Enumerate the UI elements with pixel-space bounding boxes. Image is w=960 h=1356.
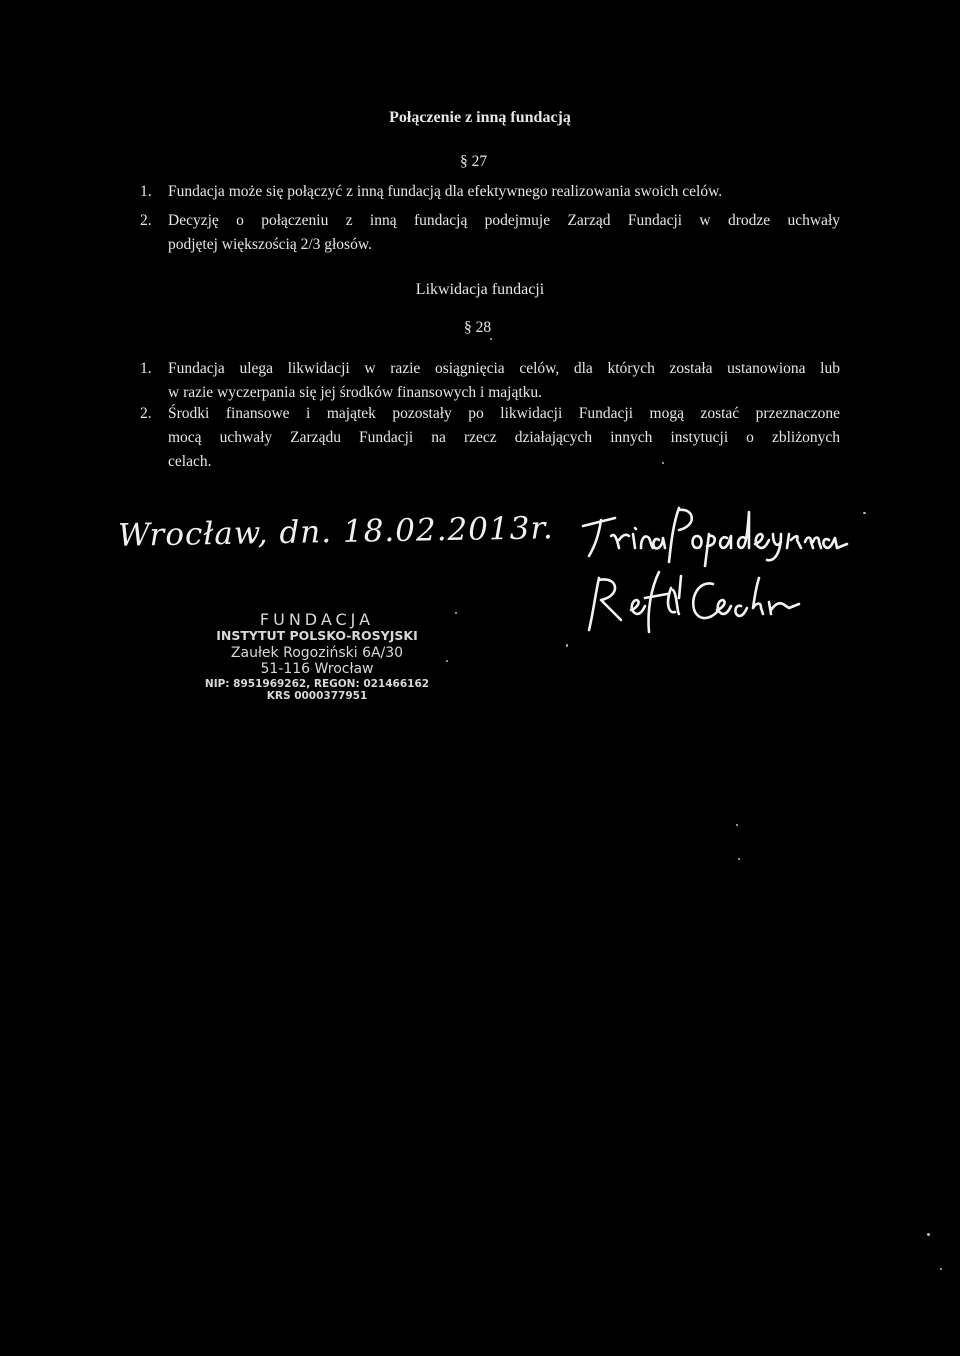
list-item-27-1 — [140, 180, 840, 204]
section-heading-merger: Połączenie z inną fundacją — [389, 109, 571, 126]
handwritten-place-date: Wrocław, dn. 18.02.2013r. — [117, 510, 554, 554]
item-number: 2. — [140, 212, 152, 229]
list-item-28-1 — [140, 357, 840, 405]
item-number: 2. — [140, 405, 152, 422]
item-line: Fundacja ulega likwidacji w razie osiągnięcia celów, dla których została ustanowiona lub — [168, 360, 840, 377]
scan-speck — [927, 1233, 930, 1236]
scan-speck — [736, 824, 738, 826]
item-line: Fundacja może się połączyć z inną fundacją dla efektywnego realizowania swoich celów. — [168, 183, 723, 200]
list-item-27-2 — [140, 209, 840, 257]
scan-speck — [566, 644, 568, 647]
signature-2 — [585, 568, 805, 638]
list-item-28-2 — [140, 402, 840, 474]
item-line: Decyzję o połączeniu z inną fundacją podejmuje Zarząd Fundacji w drodze uchwały — [168, 212, 840, 229]
scan-speck — [455, 612, 457, 614]
stamp-line: FUNDACJA — [259, 610, 375, 629]
item-number: 1. — [140, 360, 152, 377]
item-line: mocą uchwały Zarządu Fundacji na rzecz działających innych instytucji o zbliżonych — [168, 429, 840, 446]
item-line: w razie wyczerpania się jej środków finansowych i majątku. — [168, 384, 543, 401]
item-line: podjętej większością 2/3 głosów. — [168, 236, 372, 253]
stamp-line: 51-116 Wrocław — [260, 660, 374, 677]
stamp-line: INSTYTUT POLSKO-ROSYJSKI — [216, 628, 418, 643]
foundation-stamp — [196, 612, 438, 702]
scan-speck — [662, 462, 664, 464]
scan-speck — [490, 338, 492, 340]
stamp-line: KRS 0000377951 — [266, 690, 368, 702]
paragraph-mark-27: § 27 — [460, 153, 488, 170]
stamp-line: Zaułek Rogoziński 6A/30 — [230, 644, 404, 661]
item-line: celach. — [168, 453, 212, 470]
scan-speck — [738, 858, 740, 860]
section-heading-liquidation: Likwidacja fundacji — [415, 281, 545, 298]
scan-speck — [940, 1268, 942, 1270]
item-line: Środki finansowe i majątek pozostały po likwidacji Fundacji mogą zostać przeznaczone — [168, 405, 840, 422]
stamp-line: NIP: 8951969262, REGON: 021466162 — [204, 677, 430, 690]
scan-speck — [863, 512, 866, 514]
scan-speck — [446, 660, 448, 662]
signature-1 — [575, 500, 855, 570]
item-number: 1. — [140, 183, 152, 200]
paragraph-mark-28: § 28 — [464, 319, 492, 336]
